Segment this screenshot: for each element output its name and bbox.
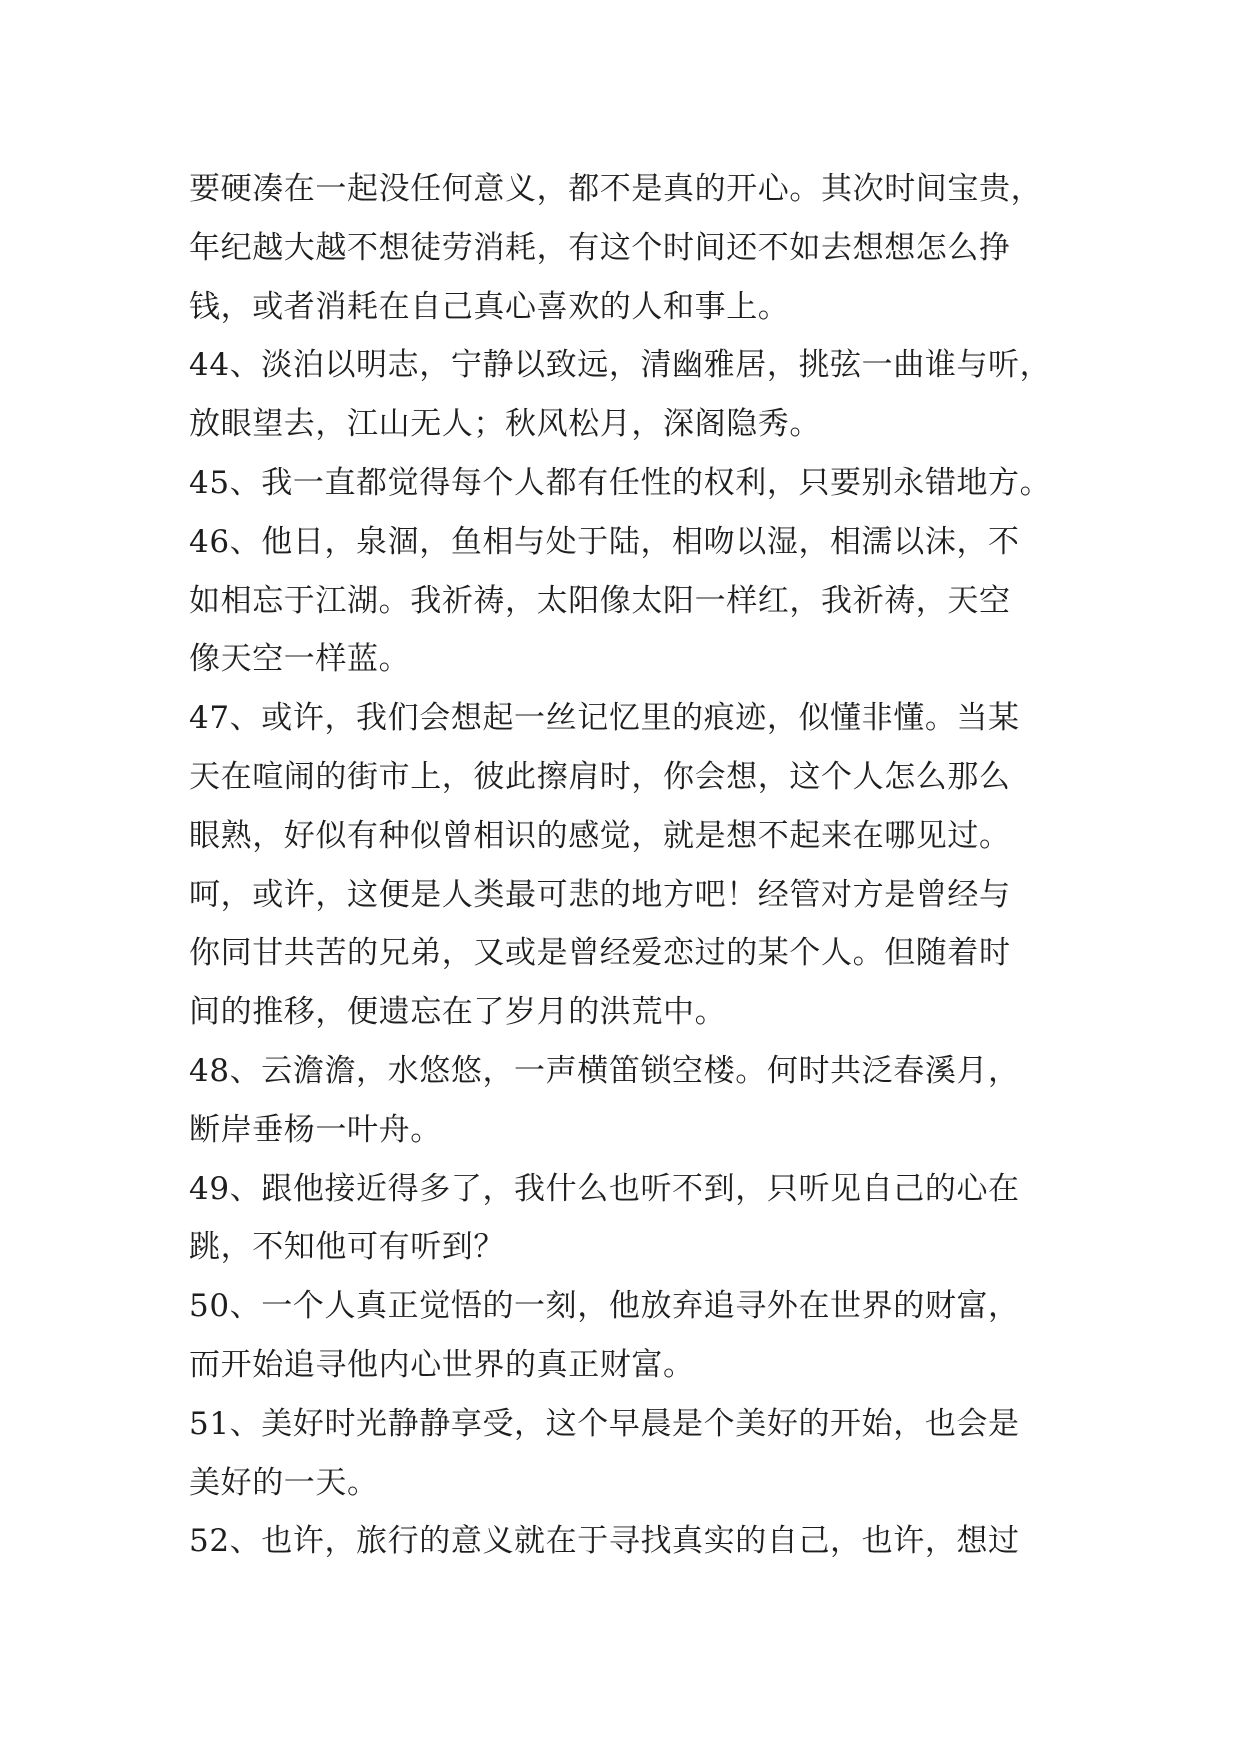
text-line: 像天空一样蓝。 xyxy=(189,641,411,678)
text-line: 48、云澹澹，水悠悠，一声横笛锁空楼。何时共泛春溪月， xyxy=(189,1052,1020,1089)
text-line: 你同甘共苦的兄弟，又或是曾经爱恋过的某个人。但随着时 xyxy=(189,935,1011,972)
text-line: 49、跟他接近得多了，我什么也听不到，只听见自己的心在 xyxy=(189,1170,1020,1207)
text-line: 天在喧闹的街市上，彼此擦肩时，你会想，这个人怎么那么 xyxy=(189,758,1011,795)
text-line: 45、我一直都觉得每个人都有任性的权利，只要别永错地方。 xyxy=(189,464,1052,501)
text-line: 放眼望去，江山无人；秋风松月，深阁隐秀。 xyxy=(189,406,821,443)
text-line: 眼熟，好似有种似曾相识的感觉，就是想不起来在哪见过。 xyxy=(189,817,1011,854)
text-line: 年纪越大越不想徒劳消耗，有这个时间还不如去想想怎么挣 xyxy=(189,229,1011,266)
text-line: 50、一个人真正觉悟的一刻，他放弃追寻外在世界的财富， xyxy=(189,1288,1020,1325)
text-line: 美好的一天。 xyxy=(189,1464,379,1501)
text-line: 钱，或者消耗在自己真心喜欢的人和事上。 xyxy=(189,288,790,325)
text-line: 要硬凑在一起没任何意义，都不是真的开心。其次时间宝贵， xyxy=(189,171,1043,207)
text-line: 间的推移，便遗忘在了岁月的洪荒中。 xyxy=(189,994,727,1031)
text-line: 断岸垂杨一叶舟。 xyxy=(189,1111,442,1148)
text-line: 46、他日，泉涸，鱼相与处于陆，相吻以湿，相濡以沫，不 xyxy=(189,523,1020,560)
document-body xyxy=(189,160,1069,1571)
text-line: 51、美好时光静静享受，这个早晨是个美好的开始，也会是 xyxy=(189,1405,1020,1442)
text-line: 而开始追寻他内心世界的真正财富。 xyxy=(189,1346,695,1383)
text-line: 44、淡泊以明志，宁静以致远，清幽雅居，挑弦一曲谁与听， xyxy=(189,347,1052,384)
text-line: 跳，不知他可有听到？ xyxy=(189,1229,505,1266)
text-line: 呵，或许，这便是人类最可悲的地方吧！经管对方是曾经与 xyxy=(189,876,1011,913)
text-line: 如相忘于江湖。我祈祷，太阳像太阳一样红，我祈祷，天空 xyxy=(189,582,1011,619)
text-line: 52、也许，旅行的意义就在于寻找真实的自己，也许，想过 xyxy=(189,1523,1020,1560)
text-line: 47、或许，我们会想起一丝记忆里的痕迹，似懂非懂。当某 xyxy=(189,700,1020,737)
